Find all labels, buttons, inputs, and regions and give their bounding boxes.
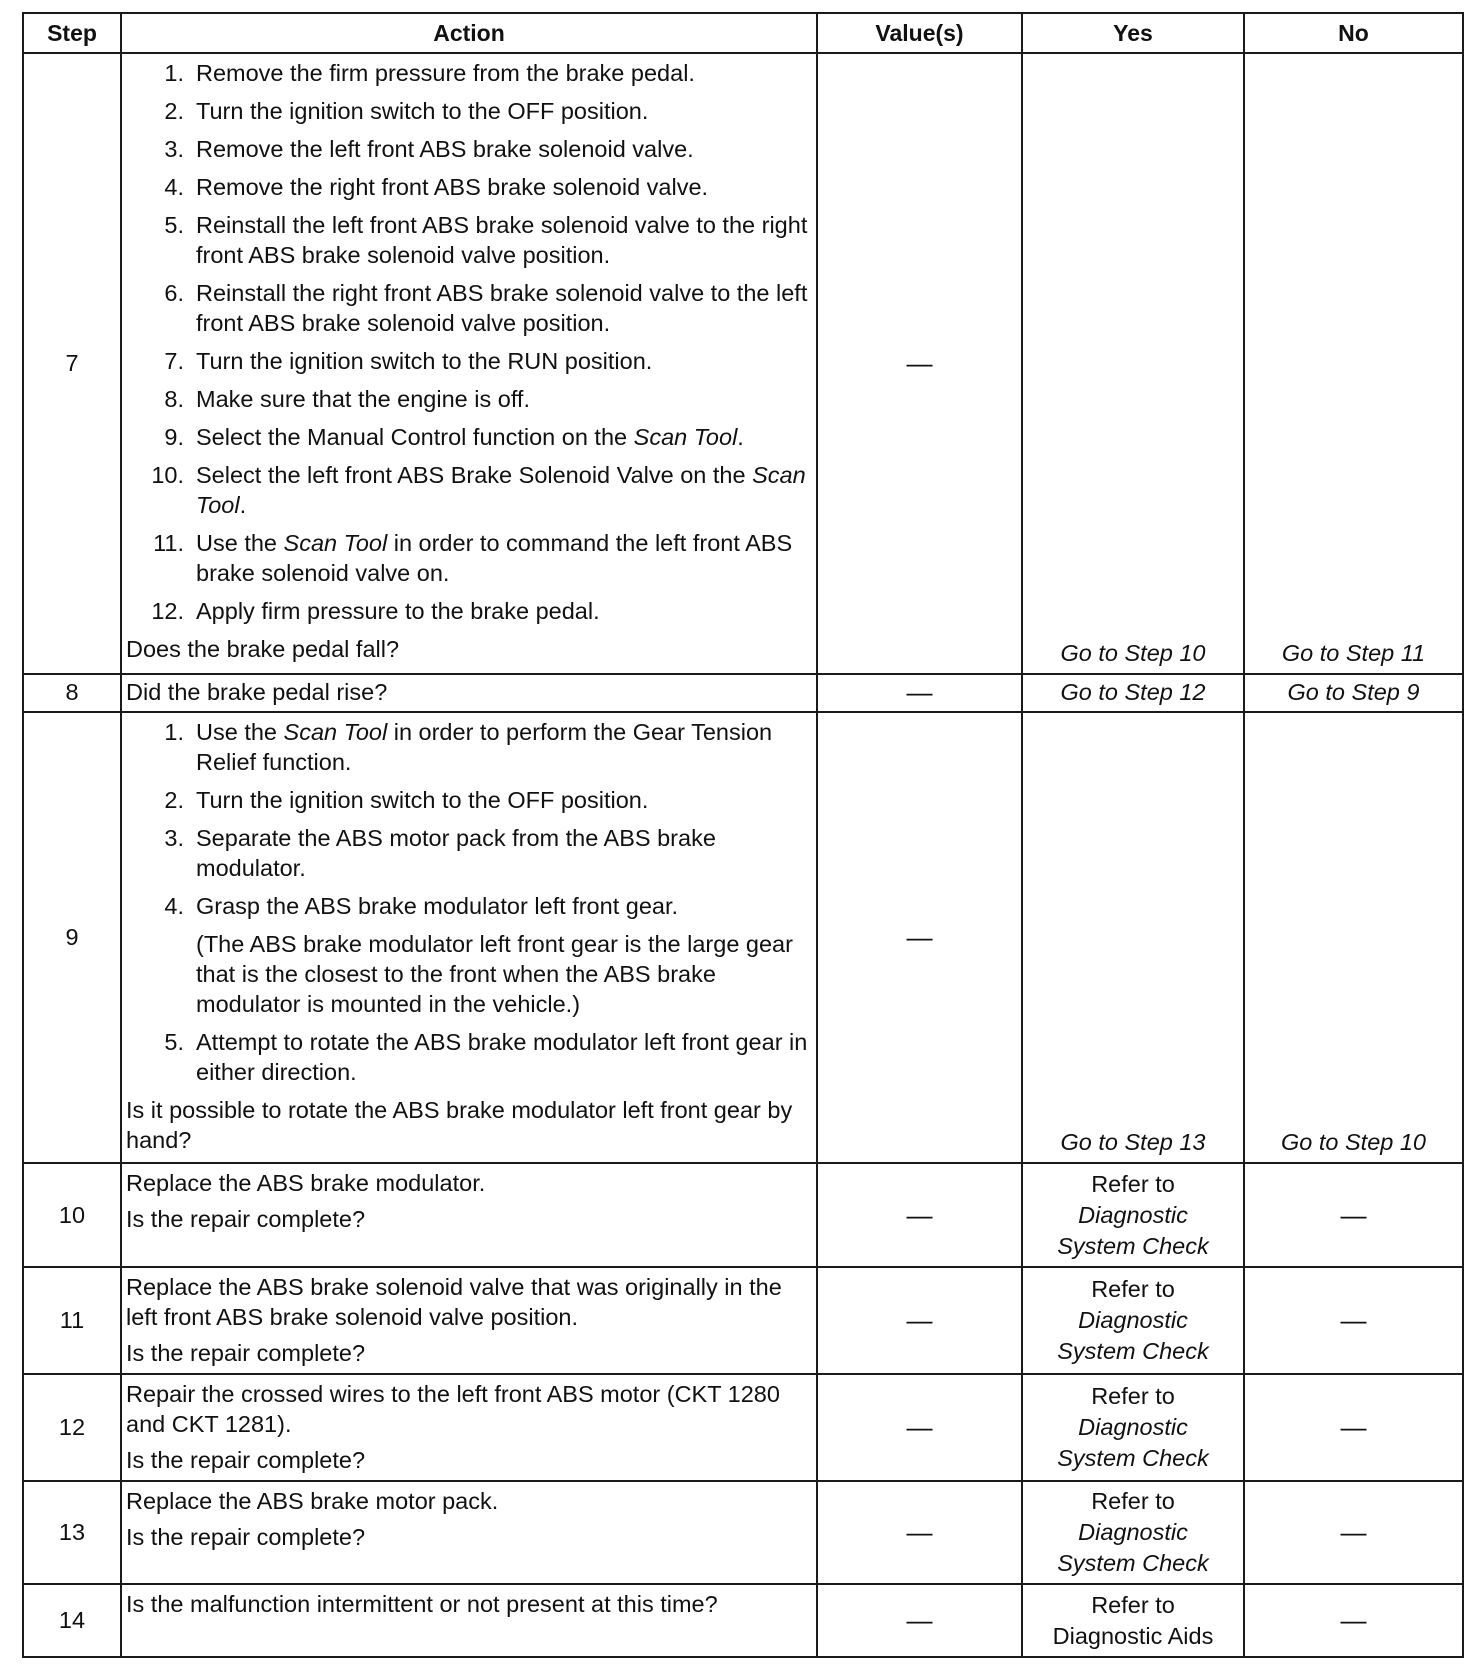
yes-cell: [1022, 1584, 1244, 1657]
step-text: Remove the left front ABS brake solenoid valve.: [196, 136, 694, 162]
step-text: Attempt to rotate the ABS brake modulator left front gear in either direction.: [196, 1028, 808, 1085]
no-cell: Go to Step 11: [1244, 53, 1463, 674]
refer-to-text: Refer to: [1091, 1382, 1175, 1409]
header-yes: Yes: [1022, 13, 1244, 53]
step-index: 10.: [151, 462, 184, 488]
step-number: 13: [23, 1481, 121, 1585]
step-text: Reinstall the right front ABS brake solenoid valve to the left front ABS brake solenoid valve position.: [196, 280, 808, 336]
step-index: 2.: [164, 786, 184, 813]
table-row: [23, 1163, 1463, 1267]
value-cell: —: [817, 712, 1022, 1163]
step-text: Remove the firm pressure from the brake pedal.: [196, 60, 695, 86]
value-cell: —: [817, 1267, 1022, 1374]
list-item: [126, 134, 808, 164]
list-item: [126, 96, 808, 126]
step-text: Make sure that the engine is off.: [196, 386, 530, 412]
step-index: 8.: [164, 386, 184, 412]
list-item: [126, 384, 808, 414]
step-index: 1.: [164, 718, 184, 745]
step-text: Grasp the ABS brake modulator left front gear.: [196, 892, 679, 919]
list-item: [126, 823, 808, 883]
table-row: [23, 1267, 1463, 1374]
action-steps-list: [126, 717, 808, 921]
step-text: Remove the right front ABS brake solenoid valve.: [196, 174, 709, 200]
step-number: 7: [23, 53, 121, 674]
list-item: [126, 346, 808, 376]
list-item: [126, 528, 808, 588]
no-cell: —: [1244, 1584, 1463, 1657]
action-question: Did the brake pedal rise?: [126, 678, 388, 705]
step-text: Reinstall the left front ABS brake solenoid valve to the right front ABS brake solenoid valve position.: [196, 212, 808, 268]
step-index: 4.: [164, 892, 184, 919]
step-index: 6.: [164, 280, 184, 306]
action-text: Replace the ABS brake solenoid valve that was originally in the left front ABS brake solenoid valve position.: [126, 1274, 782, 1331]
table-row: [23, 712, 1463, 1163]
action-cell: [121, 1584, 817, 1657]
yes-cell: [1022, 1163, 1244, 1267]
value-cell: —: [817, 674, 1022, 712]
list-item: [126, 1027, 808, 1087]
list-item: [126, 717, 808, 777]
action-cell: [121, 1481, 817, 1585]
step-index: 7.: [164, 348, 184, 374]
action-cell: [121, 712, 817, 1163]
step-text: Use the Scan Tool in order to command the left front ABS brake solenoid valve on.: [196, 530, 793, 586]
step-index: 2.: [164, 98, 184, 124]
refer-link: Diagnostic System Check: [1057, 1413, 1209, 1471]
refer-link: Diagnostic System Check: [1057, 1201, 1209, 1259]
yes-cell: [1022, 1267, 1244, 1374]
action-steps-list: [126, 1027, 808, 1087]
list-item: [126, 422, 808, 452]
value-cell: —: [817, 53, 1022, 674]
no-cell: Go to Step 10: [1244, 712, 1463, 1163]
step-number: 10: [23, 1163, 121, 1267]
action-question: Is the repair complete?: [126, 1446, 366, 1473]
yes-cell: Go to Step 13: [1022, 712, 1244, 1163]
step-text: Select the left front ABS Brake Solenoid Valve on the Scan Tool.: [196, 462, 806, 518]
step-index: 1.: [164, 60, 184, 86]
action-text: Repair the crossed wires to the left front ABS motor (CKT 1280 and CKT 1281).: [126, 1380, 780, 1437]
list-item: [126, 210, 808, 270]
no-cell: —: [1244, 1374, 1463, 1481]
step-text: Turn the ignition switch to the OFF position.: [196, 786, 649, 813]
refer-link: Diagnostic Aids: [1052, 1622, 1214, 1649]
table-row: [23, 1584, 1463, 1657]
refer-to-text: Refer to: [1091, 1275, 1175, 1302]
header-step: Step: [23, 13, 121, 53]
step-index: 3.: [164, 136, 184, 162]
scan-tool-term: Scan Tool: [283, 530, 388, 556]
action-cell: [121, 1374, 817, 1481]
action-steps-list: [126, 58, 808, 626]
value-cell: —: [817, 1163, 1022, 1267]
step-number: 11: [23, 1267, 121, 1374]
refer-to-text: Refer to: [1091, 1591, 1175, 1618]
step-text: Separate the ABS motor pack from the ABS brake modulator.: [196, 824, 716, 881]
action-cell: [121, 53, 817, 674]
action-question: Is it possible to rotate the ABS brake modulator left front gear by hand?: [126, 1096, 793, 1153]
table-row: [23, 674, 1463, 712]
step-index: 4.: [164, 174, 184, 200]
action-note: (The ABS brake modulator left front gear is the large gear that is the closest to the front when the ABS brake modulator is mounted in the vehicle.): [196, 930, 793, 1017]
yes-cell: Go to Step 10: [1022, 53, 1244, 674]
step-text: Apply firm pressure to the brake pedal.: [196, 598, 600, 624]
action-text: Replace the ABS brake motor pack.: [126, 1487, 499, 1514]
step-index: 5.: [164, 212, 184, 238]
list-item: [126, 785, 808, 815]
table-row: [23, 1374, 1463, 1481]
action-cell: [121, 1267, 817, 1374]
action-text: Replace the ABS brake modulator.: [126, 1170, 486, 1197]
step-text: Turn the ignition switch to the RUN position.: [196, 348, 653, 374]
action-question: Is the repair complete?: [126, 1523, 366, 1550]
no-cell: —: [1244, 1481, 1463, 1585]
action-question: Does the brake pedal fall?: [126, 636, 400, 662]
step-number: 12: [23, 1374, 121, 1481]
list-item: [126, 460, 808, 520]
value-cell: —: [817, 1481, 1022, 1585]
step-index: 3.: [164, 824, 184, 851]
header-values: Value(s): [817, 13, 1022, 53]
action-question: Is the repair complete?: [126, 1340, 366, 1367]
value-cell: —: [817, 1584, 1022, 1657]
action-cell: [121, 674, 817, 712]
refer-to-text: Refer to: [1091, 1170, 1175, 1197]
refer-link: Diagnostic System Check: [1057, 1519, 1209, 1577]
refer-to-text: Refer to: [1091, 1488, 1175, 1515]
refer-link: Diagnostic System Check: [1057, 1306, 1209, 1364]
step-text: Use the Scan Tool in order to perform the Gear Tension Relief function.: [196, 718, 773, 775]
table-row: [23, 1481, 1463, 1585]
header-action: Action: [121, 13, 817, 53]
list-item: [126, 172, 808, 202]
step-text: Turn the ignition switch to the OFF position.: [196, 98, 649, 124]
diagnostic-table: [22, 12, 1464, 1658]
step-number: 9: [23, 712, 121, 1163]
list-item: [126, 596, 808, 626]
step-index: 5.: [164, 1028, 184, 1055]
action-question: Is the malfunction intermittent or not present at this time?: [126, 1591, 718, 1618]
no-cell: Go to Step 9: [1244, 674, 1463, 712]
step-index: 11.: [153, 530, 184, 556]
header-no: No: [1244, 13, 1463, 53]
scan-tool-term: Scan Tool: [283, 718, 388, 745]
action-question: Is the repair complete?: [126, 1206, 366, 1233]
scan-tool-term: Scan Tool: [196, 462, 806, 518]
header-row: [23, 13, 1463, 53]
step-index: 9.: [164, 424, 184, 450]
scan-tool-term: Scan Tool: [633, 424, 738, 450]
step-index: 12.: [151, 598, 184, 624]
action-cell: [121, 1163, 817, 1267]
yes-cell: Go to Step 12: [1022, 674, 1244, 712]
step-number: 14: [23, 1584, 121, 1657]
step-number: 8: [23, 674, 121, 712]
list-item: [126, 278, 808, 338]
yes-cell: [1022, 1374, 1244, 1481]
yes-cell: [1022, 1481, 1244, 1585]
list-item: [126, 891, 808, 921]
no-cell: —: [1244, 1267, 1463, 1374]
table-row: [23, 53, 1463, 674]
no-cell: —: [1244, 1163, 1463, 1267]
step-text: Select the Manual Control function on the Scan Tool.: [196, 424, 744, 450]
value-cell: —: [817, 1374, 1022, 1481]
list-item: [126, 58, 808, 88]
